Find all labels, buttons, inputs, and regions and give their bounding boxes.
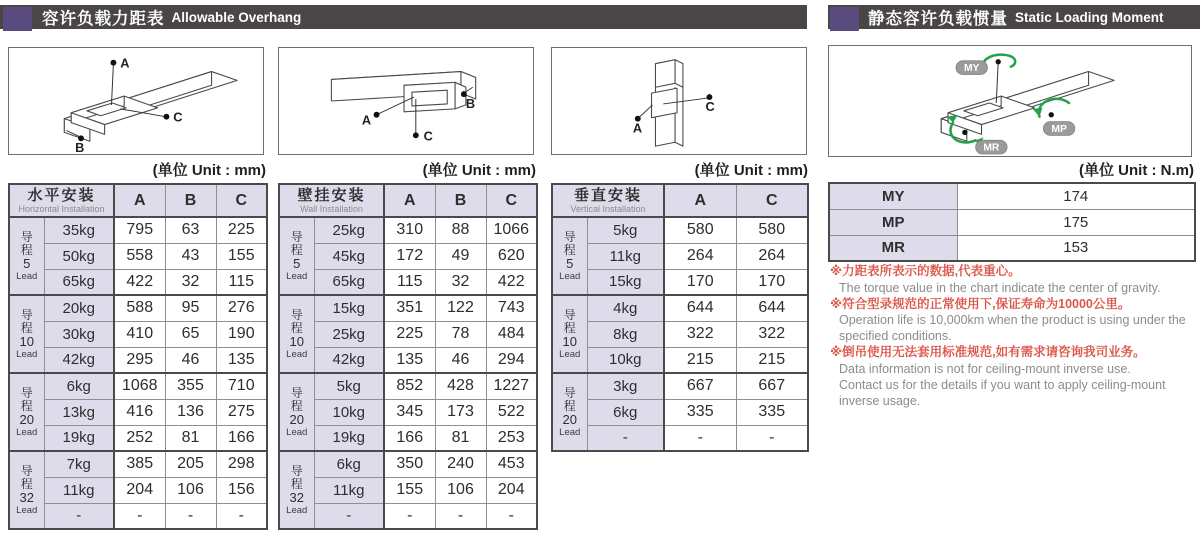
point-c-dot (413, 132, 419, 138)
value-cell: 78 (435, 321, 486, 347)
lead-number: 5 (293, 255, 301, 271)
column-header-cell: B (435, 184, 486, 217)
value-cell: 644 (664, 295, 736, 321)
value-cell: 106 (435, 477, 486, 503)
lead-zh-char: 导 (20, 385, 33, 400)
unit-label-mm-1: (单位 Unit : mm) (152, 162, 266, 179)
table-row (552, 347, 808, 373)
load-cell: 10kg (587, 347, 664, 373)
value-cell: 410 (114, 321, 165, 347)
value-cell: 667 (664, 373, 736, 399)
value-cell: 345 (384, 399, 435, 425)
lead-zh-char: 程 (563, 398, 576, 413)
lead-zh-char: 导 (563, 229, 576, 244)
value-cell: 276 (216, 295, 267, 321)
value-cell: 428 (435, 373, 486, 399)
load-cell: 42kg (314, 347, 384, 373)
load-cell: 25kg (314, 217, 384, 243)
table-title-zh: 壁挂安装 (297, 186, 366, 204)
mr-badge (976, 140, 1007, 154)
value-cell: 115 (216, 269, 267, 295)
table-row (279, 269, 537, 295)
load-cell: 45kg (314, 243, 384, 269)
value-cell: 136 (165, 399, 216, 425)
table-vertical-installation (551, 183, 809, 452)
table-title-cell (552, 184, 664, 217)
value-cell: 580 (736, 217, 808, 243)
table-row (279, 217, 537, 243)
diagram-horizontal-installation (8, 47, 264, 155)
note-line-en: inverse usage. (839, 393, 921, 408)
value-cell: 46 (435, 347, 486, 373)
value-cell: 225 (384, 321, 435, 347)
lead-group-cell (552, 217, 587, 295)
lead-group-cell (9, 217, 44, 295)
lead-en-label: Lead (286, 504, 308, 516)
load-cell: 6kg (314, 451, 384, 477)
value-cell: 350 (384, 451, 435, 477)
load-cell: 5kg (314, 373, 384, 399)
table-header-row (552, 184, 808, 217)
table-row (9, 269, 267, 295)
lead-zh-char: 程 (563, 242, 576, 257)
table-row (9, 347, 267, 373)
value-cell: 204 (486, 477, 537, 503)
lead-zh-char: 导 (20, 229, 33, 244)
table-row (9, 243, 267, 269)
value-cell: 743 (486, 295, 537, 321)
value-cell: 172 (384, 243, 435, 269)
load-cell: 13kg (44, 399, 114, 425)
label-c: C (423, 128, 433, 144)
moment-label-cell: MY (829, 183, 957, 209)
value-cell: - (114, 503, 165, 529)
point-a-dot (374, 112, 380, 118)
horizontal-rail-drawing (9, 48, 263, 154)
value-cell: 88 (435, 217, 486, 243)
lead-zh-char: 导 (20, 307, 33, 322)
lead-zh-char: 导 (563, 385, 576, 400)
table-title-en: Vertical Installation (570, 203, 646, 214)
value-cell: 710 (216, 373, 267, 399)
note-line-zh: ※符合型录规范的正常使用下,保证寿命为10000公里。 (830, 296, 1131, 311)
table-row (9, 217, 267, 243)
value-cell: 240 (435, 451, 486, 477)
load-cell: 7kg (44, 451, 114, 477)
value-cell: 351 (384, 295, 435, 321)
section-title-en: Allowable Overhang (171, 9, 302, 25)
load-cell: 11kg (587, 243, 664, 269)
load-cell: 15kg (587, 269, 664, 295)
lead-group-cell (279, 451, 314, 529)
label-a: A (361, 112, 372, 128)
lead-zh-char: 导 (20, 463, 33, 478)
lead-zh-char: 导 (290, 385, 303, 400)
value-cell: 253 (486, 425, 537, 451)
value-cell: 166 (216, 425, 267, 451)
value-cell: - (384, 503, 435, 529)
my-badge-label: MY (963, 63, 980, 75)
lead-number: 10 (19, 333, 34, 349)
value-cell: 322 (736, 321, 808, 347)
value-cell: 122 (435, 295, 486, 321)
table-row (279, 373, 537, 399)
moment-row (829, 183, 1195, 209)
point-c-dot (163, 114, 169, 120)
value-cell: 43 (165, 243, 216, 269)
table-row (9, 451, 267, 477)
moment-row (829, 235, 1195, 261)
header-accent-square (830, 7, 859, 31)
installation-table (551, 183, 809, 452)
lead-en-label: Lead (559, 348, 581, 360)
column-header-cell: A (384, 184, 435, 217)
lead-zh-char: 程 (290, 242, 303, 257)
moment-rail-drawing (829, 46, 1191, 156)
my-badge (956, 61, 987, 75)
value-cell: - (486, 503, 537, 529)
table-row (279, 347, 537, 373)
lead-number: 5 (23, 255, 31, 271)
value-cell: 484 (486, 321, 537, 347)
value-cell: 106 (165, 477, 216, 503)
vertical-rail-drawing (552, 48, 806, 154)
value-cell: 225 (216, 217, 267, 243)
value-cell: 335 (664, 399, 736, 425)
label-c: C (173, 109, 183, 125)
table-row (9, 503, 267, 529)
value-cell: 81 (435, 425, 486, 451)
lead-group-cell (552, 373, 587, 451)
load-cell: 8kg (587, 321, 664, 347)
table-row (9, 373, 267, 399)
lead-zh-char: 程 (290, 320, 303, 335)
load-cell: 50kg (44, 243, 114, 269)
table-row (9, 295, 267, 321)
table-header-row (279, 184, 537, 217)
table-row (9, 321, 267, 347)
value-cell: 170 (664, 269, 736, 295)
value-cell: 294 (486, 347, 537, 373)
header-accent-square (3, 7, 32, 31)
column-header-cell: A (114, 184, 165, 217)
table-title-en: Horizontal Installation (18, 203, 105, 214)
value-cell: 522 (486, 399, 537, 425)
value-cell: 32 (435, 269, 486, 295)
load-cell: 4kg (587, 295, 664, 321)
note-line-zh: ※力距表所表示的数据,代表重心。 (830, 264, 1021, 278)
column-header-cell: C (216, 184, 267, 217)
table-row (552, 399, 808, 425)
lead-zh-char: 导 (290, 229, 303, 244)
note-line-en: Data information is not for ceiling-mount inverse use. (839, 361, 1131, 376)
value-cell: 667 (736, 373, 808, 399)
table-title-cell (9, 184, 114, 217)
value-cell: 205 (165, 451, 216, 477)
diagram-static-loading-moment (828, 45, 1192, 157)
lead-number: 20 (19, 411, 34, 427)
label-b: B (75, 140, 85, 154)
table-title-zh: 垂直安装 (573, 186, 642, 204)
lead-group-cell (279, 373, 314, 451)
table-horizontal-installation (8, 183, 268, 530)
lead-en-label: Lead (16, 504, 38, 516)
table-row (279, 321, 537, 347)
lead-zh-char: 导 (290, 463, 303, 478)
table-row (552, 217, 808, 243)
note-line-zh: ※倒吊使用无法套用标准规范,如有需求请咨询我司业务。 (830, 345, 1146, 359)
column-header-cell: C (736, 184, 808, 217)
load-cell: 11kg (314, 477, 384, 503)
value-cell: 215 (736, 347, 808, 373)
value-cell: 558 (114, 243, 165, 269)
value-cell: - (216, 503, 267, 529)
section-header-static-loading-moment (828, 5, 1200, 29)
lead-en-label: Lead (16, 426, 38, 438)
table-row (9, 477, 267, 503)
load-cell: - (44, 503, 114, 529)
lead-number: 20 (562, 411, 577, 427)
note-line-en: Contact us for the details if you want to apply ceiling-mount (839, 377, 1166, 392)
table-title-zh: 水平安装 (27, 186, 96, 204)
load-cell: 6kg (587, 399, 664, 425)
moment-value-cell: 175 (957, 209, 1195, 235)
load-cell: 10kg (314, 399, 384, 425)
table-row (9, 399, 267, 425)
value-cell: 422 (486, 269, 537, 295)
value-cell: 355 (165, 373, 216, 399)
lead-number: 32 (19, 489, 34, 505)
diagram-wall-installation (278, 47, 534, 155)
value-cell: 416 (114, 399, 165, 425)
load-cell: 42kg (44, 347, 114, 373)
table-title-cell (279, 184, 384, 217)
lead-zh-char: 程 (563, 320, 576, 335)
lead-en-label: Lead (559, 270, 581, 282)
mp-badge-label: MP (1051, 123, 1067, 135)
value-cell: 264 (664, 243, 736, 269)
load-cell: 30kg (44, 321, 114, 347)
value-cell: 63 (165, 217, 216, 243)
lead-en-label: Lead (559, 426, 581, 438)
mp-axis-dot (1049, 112, 1054, 117)
lead-zh-char: 程 (20, 476, 33, 491)
table-header-row (9, 184, 267, 217)
table-row (552, 295, 808, 321)
lead-group-cell (9, 295, 44, 373)
lead-number: 10 (289, 333, 304, 349)
value-cell: 1068 (114, 373, 165, 399)
section-title-en: Static Loading Moment (1015, 9, 1164, 25)
load-cell: 20kg (44, 295, 114, 321)
diagram-vertical-installation (551, 47, 807, 155)
mr-axis-dot (962, 130, 967, 135)
section-title-zh: 容许负载力距表 (42, 10, 165, 28)
value-cell: - (435, 503, 486, 529)
moment-value-cell: 174 (957, 183, 1195, 209)
table-row (279, 451, 537, 477)
value-cell: 95 (165, 295, 216, 321)
value-cell: 1066 (486, 217, 537, 243)
value-cell: 32 (165, 269, 216, 295)
label-a: A (632, 120, 643, 136)
value-cell: 644 (736, 295, 808, 321)
value-cell: 156 (216, 477, 267, 503)
moment-table (828, 182, 1196, 262)
section-header-allowable-overhang (0, 5, 807, 29)
note-line-en: specified conditions. (839, 329, 952, 343)
lead-en-label: Lead (286, 426, 308, 438)
lead-zh-char: 程 (290, 398, 303, 413)
installation-table (8, 183, 268, 530)
value-cell: 322 (664, 321, 736, 347)
value-cell: 422 (114, 269, 165, 295)
lead-group-cell (552, 295, 587, 373)
table-row (552, 269, 808, 295)
table-row (9, 425, 267, 451)
table-row (279, 243, 537, 269)
load-cell: 5kg (587, 217, 664, 243)
table-row (552, 243, 808, 269)
label-b: B (465, 95, 476, 111)
lead-group-cell (279, 295, 314, 373)
lead-number: 5 (566, 255, 574, 271)
table-row (552, 321, 808, 347)
table-row (279, 295, 537, 321)
table-title-en: Wall Installation (300, 203, 363, 214)
table-row (279, 399, 537, 425)
value-cell: 620 (486, 243, 537, 269)
load-cell: 15kg (314, 295, 384, 321)
value-cell: 170 (736, 269, 808, 295)
moment-label-cell: MR (829, 235, 957, 261)
point-a-dot (110, 60, 116, 66)
value-cell: 155 (384, 477, 435, 503)
mr-badge-label: MR (983, 142, 1000, 154)
load-cell: 6kg (44, 373, 114, 399)
value-cell: 588 (114, 295, 165, 321)
value-cell: 275 (216, 399, 267, 425)
table-row (552, 425, 808, 451)
unit-label-mm-2: (单位 Unit : mm) (422, 162, 536, 179)
load-cell: 65kg (44, 269, 114, 295)
value-cell: 204 (114, 477, 165, 503)
lead-number: 10 (562, 333, 577, 349)
load-cell: - (314, 503, 384, 529)
mp-badge (1043, 122, 1074, 136)
value-cell: 135 (216, 347, 267, 373)
lead-zh-char: 导 (290, 307, 303, 322)
load-cell: 3kg (587, 373, 664, 399)
value-cell: 190 (216, 321, 267, 347)
moment-value-cell: 153 (957, 235, 1195, 261)
value-cell: - (664, 425, 736, 451)
value-cell: - (736, 425, 808, 451)
load-cell: 25kg (314, 321, 384, 347)
value-cell: 65 (165, 321, 216, 347)
unit-label-nm: (单位 Unit : N.m) (1079, 162, 1194, 179)
value-cell: 852 (384, 373, 435, 399)
value-cell: 46 (165, 347, 216, 373)
load-cell: - (587, 425, 664, 451)
installation-table (278, 183, 538, 530)
value-cell: 135 (384, 347, 435, 373)
value-cell: 298 (216, 451, 267, 477)
value-cell: 1227 (486, 373, 537, 399)
value-cell: 335 (736, 399, 808, 425)
lead-zh-char: 程 (20, 242, 33, 257)
column-header-cell: B (165, 184, 216, 217)
value-cell: 81 (165, 425, 216, 451)
load-cell: 65kg (314, 269, 384, 295)
value-cell: - (165, 503, 216, 529)
lead-group-cell (9, 373, 44, 451)
moment-row (829, 209, 1195, 235)
lead-zh-char: 程 (20, 398, 33, 413)
table-wall-installation (278, 183, 538, 530)
wall-rail-drawing (279, 48, 533, 154)
table-static-loading-moment (828, 182, 1196, 262)
value-cell: 166 (384, 425, 435, 451)
value-cell: 795 (114, 217, 165, 243)
lead-zh-char: 程 (290, 476, 303, 491)
value-cell: 49 (435, 243, 486, 269)
section-title-zh: 静态容许负载惯量 (868, 10, 1008, 28)
notes-block (830, 263, 1200, 409)
value-cell: 155 (216, 243, 267, 269)
lead-zh-char: 导 (563, 307, 576, 322)
my-axis-dot (996, 59, 1001, 64)
value-cell: 310 (384, 217, 435, 243)
table-row (279, 425, 537, 451)
lead-en-label: Lead (286, 348, 308, 360)
lead-number: 32 (289, 489, 304, 505)
table-row (552, 373, 808, 399)
value-cell: 115 (384, 269, 435, 295)
value-cell: 252 (114, 425, 165, 451)
value-cell: 173 (435, 399, 486, 425)
lead-en-label: Lead (286, 270, 308, 282)
column-header-cell: C (486, 184, 537, 217)
value-cell: 215 (664, 347, 736, 373)
moment-label-cell: MP (829, 209, 957, 235)
value-cell: 295 (114, 347, 165, 373)
value-cell: 453 (486, 451, 537, 477)
value-cell: 385 (114, 451, 165, 477)
table-row (279, 503, 537, 529)
unit-label-mm-3: (单位 Unit : mm) (694, 162, 808, 179)
value-cell: 580 (664, 217, 736, 243)
load-cell: 19kg (314, 425, 384, 451)
table-row (279, 477, 537, 503)
lead-en-label: Lead (16, 270, 38, 282)
column-header-cell: A (664, 184, 736, 217)
label-c: C (705, 98, 715, 114)
load-cell: 35kg (44, 217, 114, 243)
note-line-en: Operation life is 10,000km when the product is using under the (839, 313, 1186, 327)
value-cell: 264 (736, 243, 808, 269)
lead-en-label: Lead (16, 348, 38, 360)
lead-number: 20 (289, 411, 304, 427)
lead-zh-char: 程 (20, 320, 33, 335)
load-cell: 11kg (44, 477, 114, 503)
load-cell: 19kg (44, 425, 114, 451)
lead-group-cell (279, 217, 314, 295)
lead-group-cell (9, 451, 44, 529)
note-line-en: The torque value in the chart indicate the center of gravity. (839, 280, 1161, 295)
label-a: A (120, 55, 130, 71)
